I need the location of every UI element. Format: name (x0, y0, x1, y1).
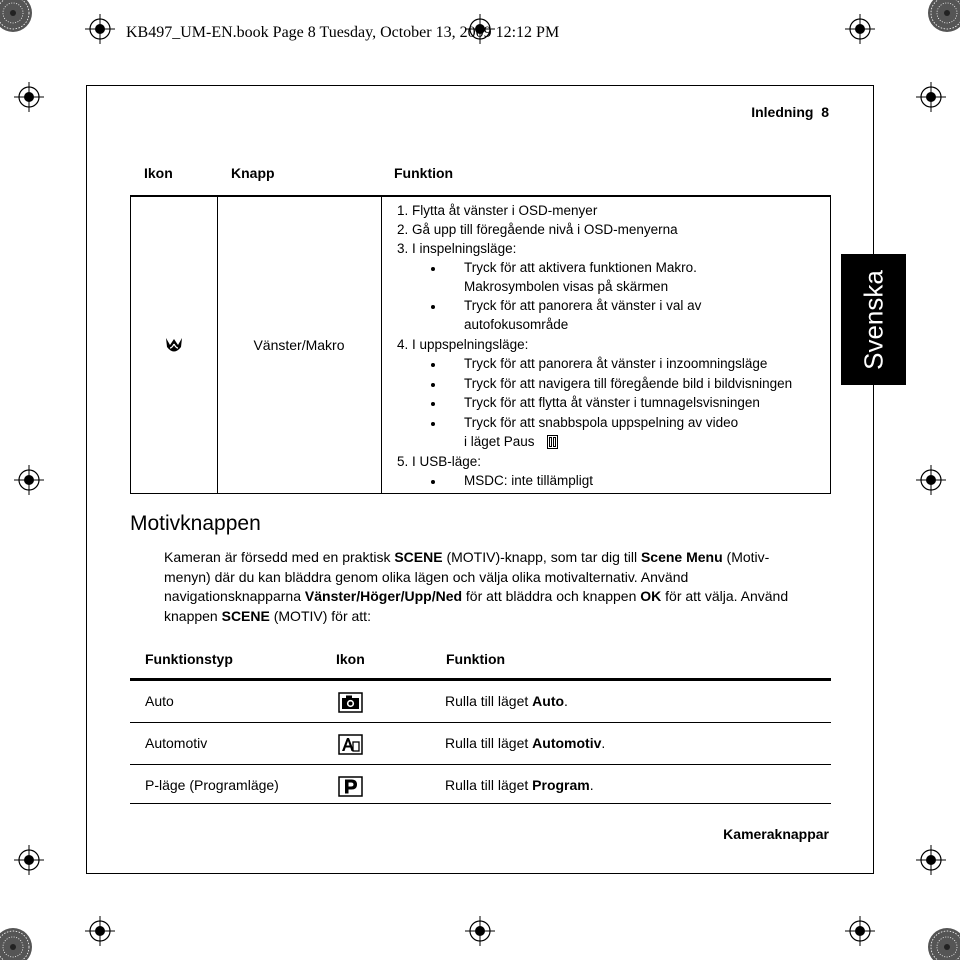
text-bold: SCENE (394, 549, 443, 565)
text: . (589, 777, 594, 793)
bullet (431, 422, 435, 426)
language-tab (841, 254, 906, 385)
bullet (431, 267, 435, 271)
camera-auto-icon (338, 692, 363, 713)
macro-icon (164, 335, 184, 355)
text: Rulla till läget (445, 693, 533, 709)
t2-header-function: Funktion (446, 651, 506, 667)
list-item: 2. Gå upp till föregående nivå i OSD-menyerna (397, 222, 678, 237)
header-page-number: 8 (821, 104, 829, 120)
list-item: 3. I inspelningsläge: (397, 241, 517, 256)
page-footer: Kameraknappar (723, 826, 829, 842)
text: navigationsknapparna (164, 588, 305, 604)
row-type: Auto (145, 693, 174, 709)
list-item: autofokusområde (464, 317, 569, 332)
language-tab-label: Svenska (858, 269, 888, 370)
text-bold: OK (640, 588, 662, 604)
text: . (601, 735, 606, 751)
text-bold: SCENE (221, 607, 270, 624)
t1-header-button: Knapp (231, 165, 275, 181)
bullet (431, 402, 435, 406)
text: (Motiv- (722, 549, 770, 565)
text: Rulla till läget (445, 777, 533, 793)
row-function (445, 777, 594, 793)
text: menyn) där du kan bläddra genom olika lägen och välja olika motivalternativ. Använd (164, 568, 689, 585)
list-item: Tryck för att navigera till föregående bild i bildvisningen (464, 376, 793, 391)
text: för att bläddra och knappen (462, 588, 641, 604)
intro-paragraph (164, 548, 834, 626)
t1-header-icon: Ikon (144, 165, 173, 181)
print-slug: KB497_UM-EN.book Page 8 Tuesday, October 13, 2009 12:12 PM (126, 24, 560, 41)
list-item: Tryck för att panorera åt vänster i inzoomningsläge (464, 356, 768, 371)
list-item: MSDC: inte tillämpligt (464, 473, 594, 488)
text: för att välja. Använd (661, 588, 789, 604)
t1-header-function: Funktion (394, 165, 454, 181)
bullet (431, 363, 435, 367)
text-bold: Scene Menu (640, 549, 723, 565)
row-type: Automotiv (145, 735, 208, 751)
bullet (431, 480, 435, 484)
text-bold: Automotiv (532, 735, 602, 751)
row-function (445, 693, 568, 709)
automotiv-icon (338, 734, 363, 755)
list-item: Tryck för att flytta åt vänster i tumnagelsvisningen (464, 395, 760, 410)
text: (MOTIV)-knapp, som tar dig till (442, 549, 641, 565)
table-row (130, 681, 831, 722)
row-type: P-läge (Programläge) (145, 777, 279, 793)
text: (MOTIV) för att: (269, 607, 371, 624)
list-item: Tryck för att aktivera funktionen Makro. (464, 260, 697, 275)
program-p-icon (338, 776, 363, 797)
function-cell (381, 197, 830, 493)
table-row (130, 723, 831, 764)
text: knappen (164, 607, 222, 624)
row-divider (130, 803, 831, 804)
bullet (431, 305, 435, 309)
pause-icon (547, 435, 558, 449)
icon-cell (131, 197, 217, 493)
list-item: 4. I uppspelningsläge: (397, 337, 529, 352)
button-function-table (130, 195, 831, 494)
section-title: Motivknappen (130, 512, 261, 535)
list-item: Tryck för att snabbspola uppspelning av video (464, 415, 739, 430)
list-item: i läget Paus (464, 434, 535, 449)
t2-header-icon: Ikon (336, 651, 365, 667)
bullet (431, 383, 435, 387)
list-item: 1. Flytta åt vänster i OSD-menyer (397, 203, 598, 218)
t2-header-type: Funktionstyp (145, 651, 233, 667)
scene-mode-table (130, 678, 831, 804)
text: . (564, 693, 568, 709)
list-item: 5. I USB-läge: (397, 454, 482, 469)
button-cell: Vänster/Makro (253, 337, 345, 353)
text-bold: Program (532, 777, 590, 793)
text-bold: Auto (532, 693, 565, 709)
text: Rulla till läget (445, 735, 533, 751)
page-header (751, 104, 829, 120)
list-item: Makrosymbolen visas på skärmen (464, 279, 669, 294)
row-function (445, 735, 605, 751)
text: Kameran är försedd med en praktisk (164, 549, 395, 565)
header-section: Inledning (751, 104, 814, 120)
table-row (130, 765, 831, 806)
list-item: Tryck för att panorera åt vänster i val av (464, 298, 702, 313)
text-bold: Vänster/Höger/Upp/Ned (304, 588, 463, 604)
